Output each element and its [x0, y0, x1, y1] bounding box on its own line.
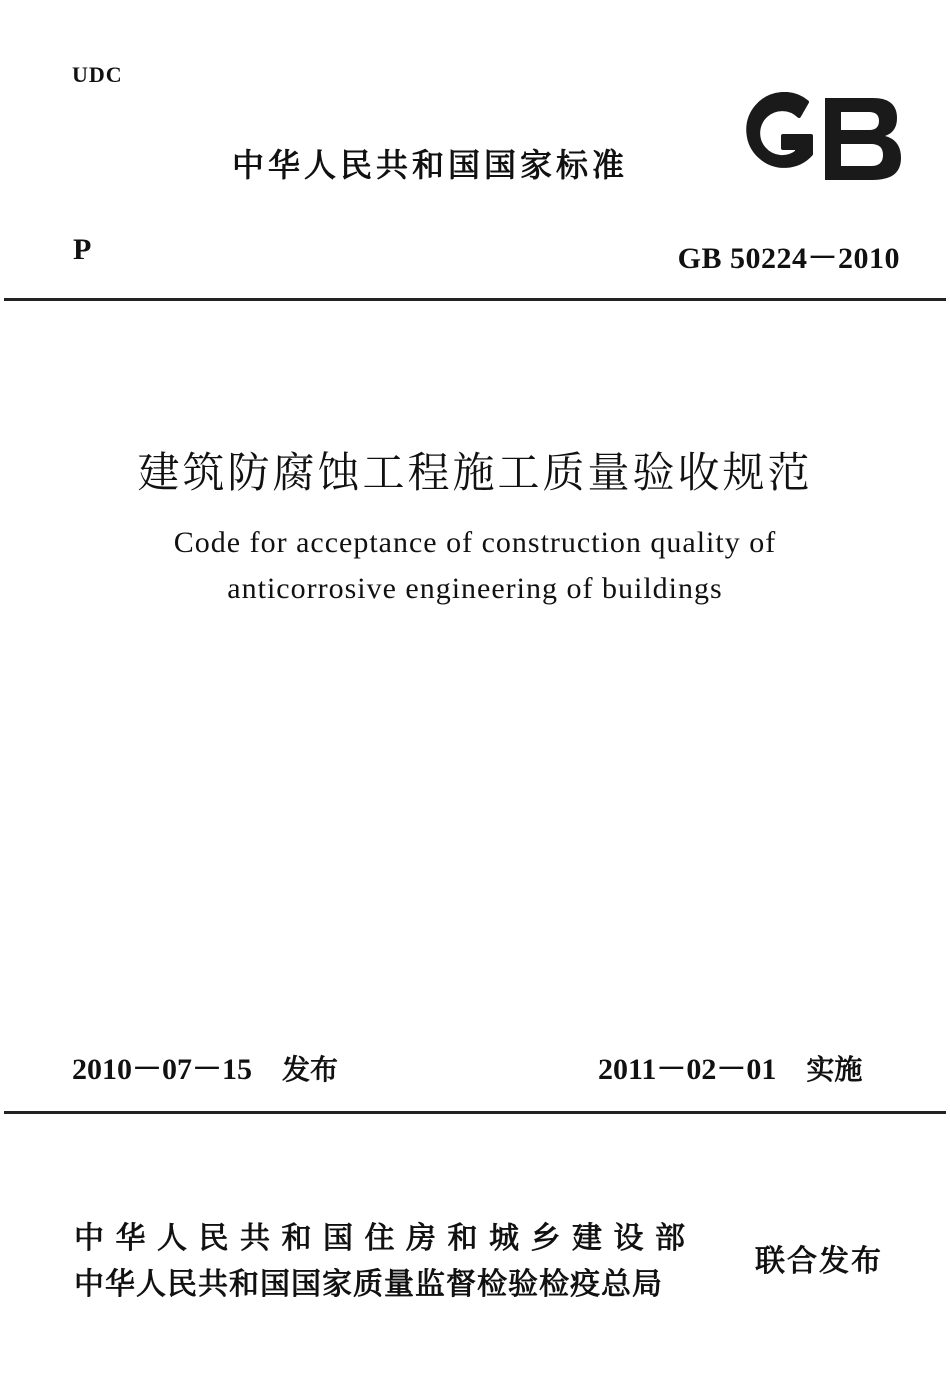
- publisher-ministry-housing: 中华人民共和国住房和城乡建设部: [74, 1221, 697, 1256]
- udc-label: UDC: [72, 62, 123, 87]
- implement-label: 实施: [806, 1053, 863, 1086]
- top-divider: [4, 298, 946, 301]
- joint-issue-label: 联合发布: [755, 1244, 883, 1279]
- implement-date-block: [598, 1044, 862, 1088]
- title-chinese: 建筑防腐蚀工程施工质量验收规范: [137, 448, 813, 497]
- title-english-line-1: Code for acceptance of construction quality of: [173, 526, 777, 559]
- issue-label: 发布: [282, 1053, 339, 1086]
- gb-logo: [737, 92, 903, 184]
- national-standard-heading: 中华人民共和国国家标准: [232, 146, 629, 184]
- category-letter: P: [73, 233, 92, 266]
- issue-date: 2010－07－15: [72, 1053, 252, 1086]
- title-english-line-2: anticorrosive engineering of buildings: [227, 572, 723, 605]
- bottom-divider: [4, 1111, 946, 1114]
- standard-number: GB 50224－2010: [677, 242, 900, 275]
- publisher-aqsiq: 中华人民共和国国家质量监督检验检疫总局: [74, 1267, 663, 1302]
- issue-date-block: [72, 1044, 338, 1088]
- implement-date: 2011－02－01: [598, 1053, 777, 1086]
